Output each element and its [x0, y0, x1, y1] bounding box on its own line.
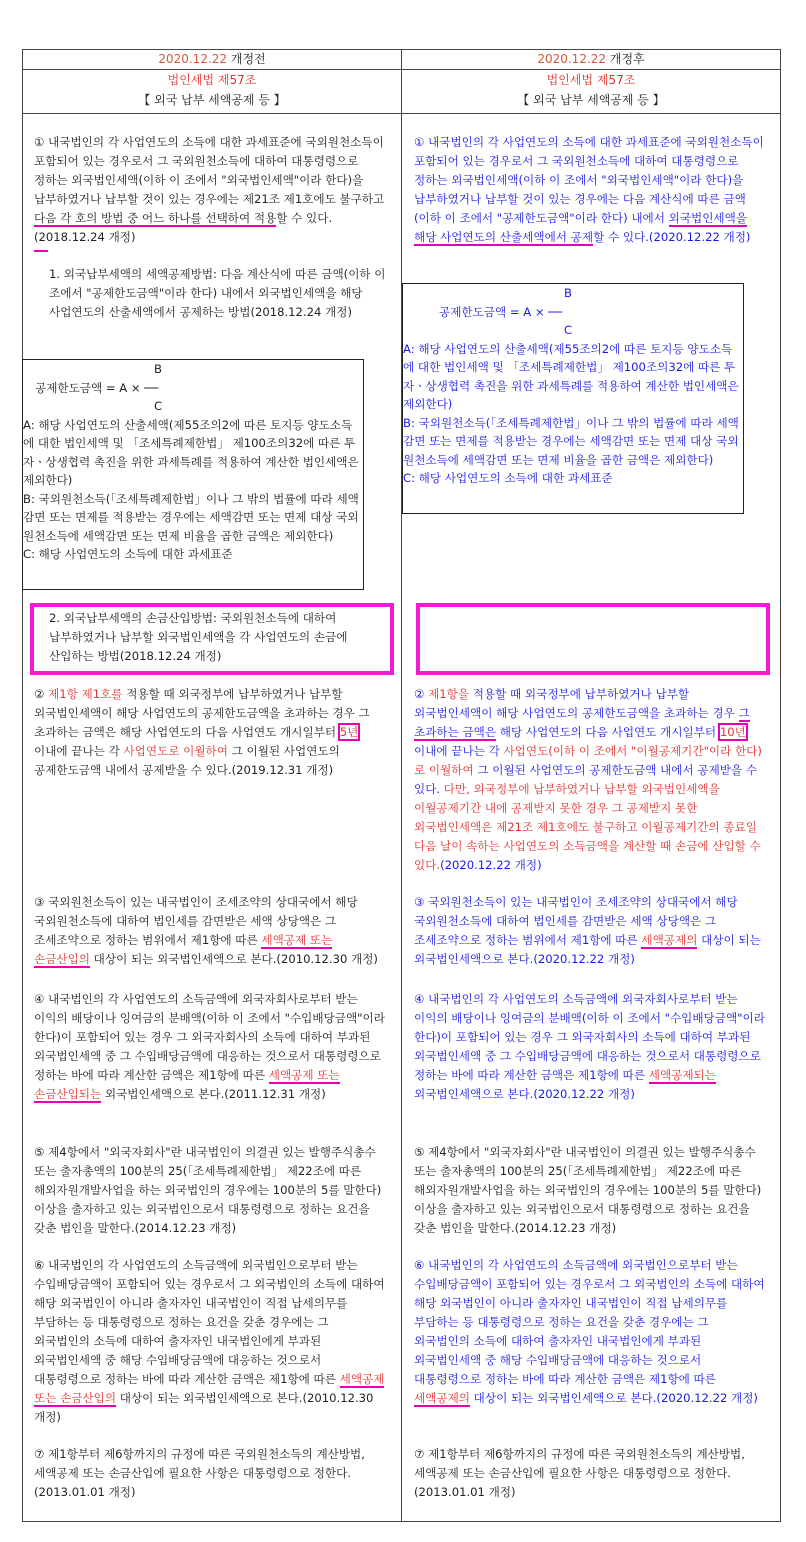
right-p3-underlined: 세액공제의: [641, 933, 698, 947]
left-formula-b: B: 국외원천소득(「조세특례제한법」이나 그 밖의 법률에 따라 세액감면 또는 면제를 적용받는 경우에는 세액감면 또는 면제 대상 국외원천소득에 세액감면 또는 면제 비율을 곱한 금액은 제외한다): [23, 491, 359, 543]
left-paragraph-1: [34, 133, 386, 247]
right-p2-carryover: 사업연도(이하 이 조에서 "이월공제기간"이라 한다)로 이월하여: [414, 744, 762, 777]
left-p3-a: ③ 국외원천소득이 있는 내국법인이 조세조약의 상대국에서 해당 국외원천소득에 대하여 법인세를 감면받은 세액 상당액은 그 조세조약으로 정하는 범위에서 제1항에 따른: [34, 895, 358, 947]
left-p1-text: ① 내국법인의 각 사업연도의 소득에 대한 과세표준에 국외원천소득이 포함되어 있는 경우로서 그 국외원천소득에 대하여 대통령령으로 정하는 외국법인세액(이하 이 조에서 "외국법인세액"이라 한다)을 납부하였거나 납부할 것이 있는 경우에는 제21조 제1호에도 불구하고: [34, 135, 385, 206]
right-deleted-item-placeholder: [416, 603, 770, 675]
right-formula-denominator: C: [563, 323, 573, 337]
left-p2-ref: 제1항 제1호를: [48, 687, 123, 701]
left-p2-years: 5년: [339, 725, 359, 739]
right-header-date: 2020.12.22: [537, 52, 607, 66]
right-formula-expression: 공제한도금액 = A × ──: [439, 304, 563, 319]
right-paragraph-1: [414, 133, 766, 247]
left-p2-g: 그 이월된 사업연도의 공제한도금액 내에서 공제받을 수 있다.(2019.12.31 개정): [34, 744, 340, 777]
left-p2-a: ②: [34, 687, 49, 701]
right-formula-numerator: B: [564, 286, 572, 300]
left-p4-a: ④ 내국법인의 각 사업연도의 소득금액에 외국자회사로부터 받는 이익의 배당이나 잉여금의 분배액(이하 이 조에서 "수입배당금액"이라 한다)이 포함되어 있는 경우 그 외국자회사의 소득에 대하여 부과된 외국법인세액 중 그 수입배당금액에 대응하는 것으로서 대통령령으로 정하는 바에 따라 계산한 금액은 제1항에 따른: [34, 992, 385, 1082]
left-paragraph-7: ⑦ 제1항부터 제6항까지의 규정에 따른 국외원천소득의 계산방법, 세액공제 또는 손금산입에 필요한 사항은 대통령령으로 정한다.(2013.01.01 개정): [34, 1447, 365, 1499]
right-p2-i: 그 이월된 사업연도의 공제한도금액 내에서 공제받을 수 있다.: [414, 763, 758, 796]
left-header-label: 개정전: [230, 52, 266, 66]
table-border-right: [780, 49, 781, 1522]
right-p2-e: 해당 사업연도의 다음 사업연도 개시일부터: [496, 725, 720, 739]
left-paragraph-4: [34, 990, 386, 1104]
left-paragraph-5: ⑤ 제4항에서 "외국자회사"란 내국법인이 의결권 있는 발행주식총수 또는 출자총액의 100분의 25(「조세특례제한법」 제22조에 따른 해외자원개발사업을 하는 외국법인의 경우에는 100분의 5를 말한다) 이상을 출자하고 있는 외국법인으로서 대통령령으로 정하는 요건을 갖춘 법인을 말한다.(2014.12.23 개정): [34, 1145, 382, 1235]
left-p1-marker: [34, 250, 48, 252]
right-paragraph-6: [414, 1256, 766, 1408]
right-paragraph-5: ⑤ 제4항에서 "외국자회사"란 내국법인이 의결권 있는 발행주식총수 또는 출자총액의 100분의 25(「조세특례제한법」 제22조에 따른 해외자원개발사업을 하는 외국법인의 경우에는 100분의 5를 말한다) 이상을 출자하고 있는 외국법인으로서 대통령령으로 정하는 요건을 갖춘 법인을 말한다.(2014.12.23 개정): [414, 1145, 762, 1235]
left-item-2: 2. 외국납부세액의 손금산입방법: 국외원천소득에 대하여 납부하였거나 납부할 외국법인세액을 각 사업연도의 손금에 산입하는 방법(2018.12.24 개정): [49, 611, 348, 663]
right-p6-c: 대상이 되는 외국법인세액으로 본다.(2020.12.22 개정): [470, 1391, 758, 1405]
left-p1-underlined: 다음 각 호의 방법 중 어느 하나를 선택하여 적용: [34, 211, 277, 225]
right-formula-c: C: 해당 사업연도의 소득에 대한 과세표준: [403, 471, 613, 485]
left-p6-c: 대상이 되는 외국법인세액으로 본다.(2010.12.30 개정): [34, 1391, 374, 1424]
right-paragraph-4: [414, 990, 766, 1104]
right-p1-tail: 할 수 있다.(2020.12.22 개정): [593, 230, 751, 244]
left-p3-c: 대상이 되는 외국법인세액으로 본다.(2010.12.30 개정): [90, 952, 378, 966]
left-item-1: 1. 외국납부세액의 세액공제방법: 다음 계산식에 따른 금액(이하 이 조에서 "공제한도금액"이라 한다) 내에서 외국법인세액을 해당 사업연도의 산출세액에서 공제하는 방법(2018.12.24 개정): [49, 267, 386, 319]
left-formula-box: [22, 359, 364, 590]
left-paragraph-3: [34, 893, 386, 969]
left-p2-e: 이내에 끝나는 각: [34, 744, 124, 758]
right-p2-c: 적용할 때 외국정부에 납부하였거나 납부할 외국법인세액이 해당 사업연도의 공제한도금액을 초과하는 경우: [414, 687, 739, 720]
left-formula-expression: 공제한도금액 = A × ──: [35, 380, 159, 395]
left-p4-c: 외국법인세액으로 본다.(2011.12.31 개정): [101, 1087, 326, 1101]
right-p4-a: ④ 내국법인의 각 사업연도의 소득금액에 외국자회사로부터 받는 이익의 배당이나 잉여금의 분배액(이하 이 조에서 "수입배당금액"이라 한다)이 포함되어 있는 경우 그 외국자회사의 소득에 대하여 부과된 외국법인세액 중 그 수입배당금액에 대응하는 것으로서 대통령령으로 정하는 바에 따라 계산한 금액은 제1항에 따른: [414, 992, 765, 1082]
right-p6-a: ⑥ 내국법인의 각 사업연도의 소득금액에 외국법인으로부터 받는 수입배당금액이 포함되어 있는 경우로서 그 외국법인의 소득에 대하여 해당 외국법인이 아니라 출자자인 내국법인이 직접 납세의무를 부담하는 등 대통령령으로 정하는 요건을 갖춘 경우에는 그 외국법인의 소득에 대하여 출자자인 내국법인에게 부과된 외국법인세액 중 해당 수입배당금액에 대응하는 것으로서 대통령령으로 정하는 바에 따라 계산한 금액은 제1항에 따른: [414, 1258, 765, 1386]
left-p1-tail: 할 수 있다.(2018.12.24 개정): [34, 211, 333, 244]
left-header-section: 【 외국 납부 세액공제 등 】: [138, 93, 286, 107]
left-paragraph-6: [34, 1256, 386, 1427]
right-p3-a: ③ 국외원천소득이 있는 내국법인이 조세조약의 상대국에서 해당 국외원천소득에 대하여 법인세를 감면받은 세액 상당액은 그 조세조약으로 정하는 범위에서 제1항에 따른: [414, 895, 738, 947]
left-header-title: [23, 50, 401, 68]
left-paragraph-2: [34, 685, 386, 780]
left-p4-underlined: 세액공제 또는 손금산입되는: [34, 1068, 340, 1101]
right-formula-box: [402, 283, 744, 514]
right-p6-underlined: 세액공제의: [414, 1391, 470, 1405]
left-header-date: 2020.12.22: [158, 52, 228, 66]
right-header-section: 【 외국 납부 세액공제 등 】: [517, 93, 665, 107]
right-p4-c: 외국법인세액으로 본다.(2020.12.22 개정): [414, 1087, 635, 1101]
left-header-law: 법인세법 제57조: [167, 73, 257, 87]
right-p2-ref: 제1항을: [428, 687, 470, 701]
right-header-title: [402, 50, 780, 68]
right-p2-g: 이내에 끝나는 각: [414, 744, 504, 758]
table-column-divider: [401, 49, 402, 1522]
right-header-label: 개정후: [609, 52, 645, 66]
right-p1-text: ① 내국법인의 각 사업연도의 소득에 대한 과세표준에 국외원천소득이 포함되어 있는 경우로서 그 국외원천소득에 대하여 대통령령으로 정하는 외국법인세액(이하 이 조에서 "외국법인세액"이라 한다)을 납부하였거나 납부할 것이 있는 경우에는 다음 계산식에 따른 금액(이하 이 조에서 "공제한도금액"이라 한다) 내에서: [414, 135, 764, 225]
right-p2-k: (2020.12.22 개정): [440, 858, 542, 872]
right-p4-underlined: 세액공제되는: [648, 1068, 716, 1082]
left-p2-carryover: 사업연도로 이월하여: [123, 744, 228, 758]
right-p2-a: ②: [414, 687, 429, 701]
right-paragraph-7: ⑦ 제1항부터 제6항까지의 규정에 따른 국외원천소득의 계산방법, 세액공제 또는 손금산입에 필요한 사항은 대통령령으로 정한다.(2013.01.01 개정): [414, 1447, 745, 1499]
left-p6-underlined: 세액공제 또는 손금산입의: [34, 1372, 385, 1405]
left-formula-numerator: B: [154, 362, 162, 376]
left-p2-c: 적용할 때 외국정부에 납부하였거나 납부할 외국법인세액이 해당 사업연도의 공제한도금액을 초과하는 경우 그 초과하는 금액은 해당 사업연도의 다음 사업연도 개시일부터: [34, 687, 370, 739]
right-header-law: 법인세법 제57조: [546, 73, 636, 87]
left-p3-underlined: 세액공제 또는 손금산입의: [34, 933, 333, 966]
right-p1-underlined: 외국법인세액을 해당 사업연도의 산출세액에서 공제: [414, 211, 748, 244]
left-formula-c: C: 해당 사업연도의 소득에 대한 과세표준: [23, 547, 233, 561]
left-p6-a: ⑥ 내국법인의 각 사업연도의 소득금액에 외국법인으로부터 받는 수입배당금액이 포함되어 있는 경우로서 그 외국법인의 소득에 대하여 해당 외국법인이 아니라 출자자인 내국법인이 직접 납세의무를 부담하는 등 대통령령으로 정하는 요건을 갖춘 경우에는 그 외국법인의 소득에 대하여 출자자인 내국법인에게 부과된 외국법인세액 중 해당 수입배당금액에 대응하는 것으로서 대통령령으로 정하는 바에 따라 계산한 금액은 제1항에 따른: [34, 1258, 385, 1386]
right-p2-underlined: 그 초과하는 금액은: [414, 706, 750, 739]
left-formula-denominator: C: [153, 399, 163, 413]
right-formula-b: B: 국외원천소득(「조세특례제한법」이나 그 밖의 법률에 따라 세액감면 또는 면제를 적용받는 경우에는 세액감면 또는 면제 대상 국외원천소득에 세액감면 또는 면제 비율을 곱한 금액은 제외한다): [403, 415, 739, 467]
right-paragraph-3: [414, 893, 766, 969]
right-p2-proviso: 다만, 외국정부에 납부하였거나 납부할 외국법인세액을 이월공제기간 내에 공제받지 못한 경우 그 공제받지 못한 외국법인세액은 제21조 제1호에도 불구하고 이월공제기간의 종료일 다음 날이 속하는 사업연도의 소득금액을 계산할 때 손금에 산입할 수 있다.: [414, 782, 761, 872]
right-p3-c: 대상이 되는 외국법인세액으로 본다.(2020.12.22 개정): [414, 933, 761, 966]
right-p2-years: 10년: [719, 725, 746, 739]
table-border-left: [22, 49, 23, 1522]
right-formula-a: A: 해당 사업연도의 산출세액(제55조의2에 따른 토지등 양도소득에 대한 법인세액 및 「조세특례제한법」 제100조의32에 따른 투자ㆍ상생협력 촉진을 위한 과세특례를 적용하여 계산한 법인세액은 제외한다): [403, 341, 739, 411]
left-formula-a: A: 해당 사업연도의 산출세액(제55조의2에 따른 토지등 양도소득에 대한 법인세액 및 「조세특례제한법」 제100조의32에 따른 투자ㆍ상생협력 촉진을 위한 과세특례를 적용하여 계산한 법인세액은 제외한다): [23, 417, 359, 487]
right-paragraph-2: [414, 685, 766, 875]
